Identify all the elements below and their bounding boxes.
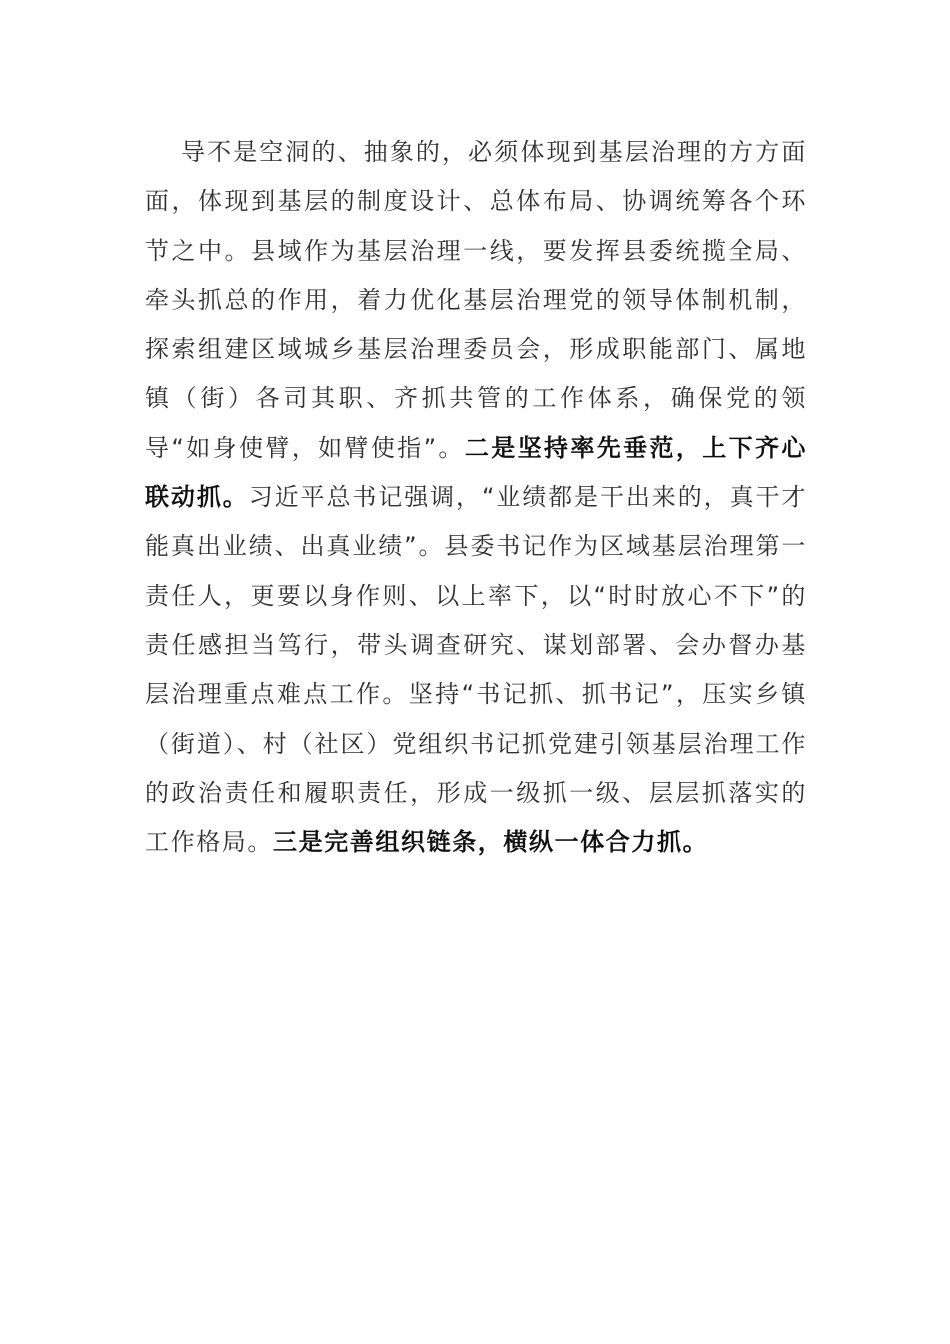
body-paragraph: [145, 128, 807, 867]
bold-heading-point-2: 二是坚持率先垂范，上下齐心联动抓。: [145, 433, 807, 512]
bold-heading-point-3: 三是完善组织链条，横纵一体合力抓。: [273, 828, 709, 857]
text-segment-2: 习近平总书记强调，“业绩都是干出来的，真干才能真出业绩、出真业绩”。县委书记作为区域基层治理第一责任人，更要以身作则、以上率下，以“时时放心不下”的责任感担当笃行，带头调查研究、谋划部署、会办督办基层治理重点难点工作。坚持“书记抓、抓书记”，压实乡镇（街道）、村（社区）党组织书记抓党建引领基层治理工作的政治责任和履职责任，形成一级抓一级、层层抓落实的工作格局。: [145, 483, 807, 857]
text-segment-1: 导不是空洞的、抽象的，必须体现到基层治理的方方面面，体现到基层的制度设计、总体布局、协调统筹各个环节之中。县域作为基层治理一线，要发挥县委统揽全局、牵头抓总的作用，着力优化基层治理党的领导体制机制，探索组建区域城乡基层治理委员会，形成职能部门、属地镇（街）各司其职、齐抓共管的工作体系，确保党的领导“如身使臂，如臂使指”。: [145, 138, 807, 462]
